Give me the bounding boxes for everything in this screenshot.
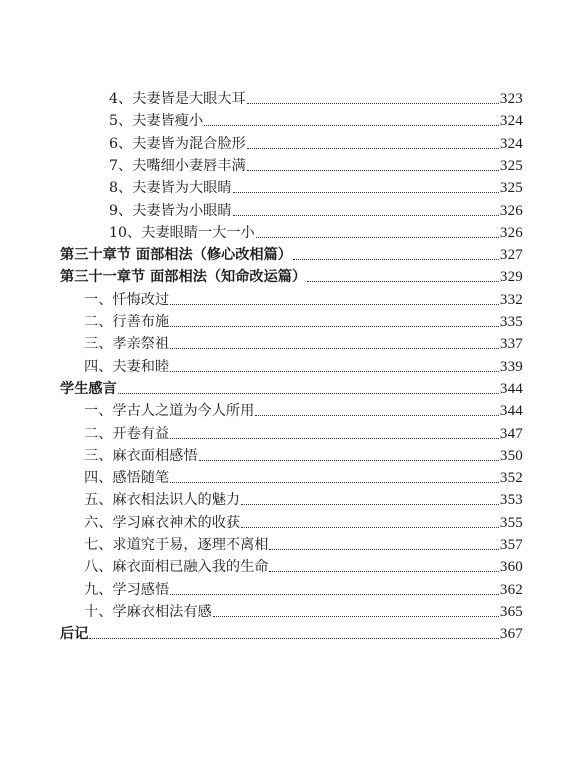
toc-entry[interactable] [84, 309, 523, 331]
toc-entry-title: 三、孝亲祭祖 [84, 336, 170, 353]
toc-entry[interactable] [109, 131, 523, 153]
toc-dot-leader [241, 527, 499, 528]
toc-entry-title: 4、夫妻皆是大眼大耳 [109, 91, 246, 107]
toc-dot-leader [204, 125, 499, 126]
toc-entry[interactable] [109, 220, 523, 242]
toc-dot-leader [170, 304, 499, 305]
toc-page-number: 357 [499, 537, 523, 553]
toc-entry-title: 六、学习麻衣神术的收获 [84, 514, 241, 531]
toc-entry-title: 一、学古人之道为今人所用 [84, 403, 255, 420]
toc-dot-leader [233, 215, 499, 216]
toc-entry-title: 四、夫妻和睦 [84, 358, 170, 375]
toc-entry-title: 5、夫妻皆瘦小 [109, 113, 204, 130]
toc-dot-leader [199, 460, 499, 461]
toc-dot-leader [89, 638, 499, 639]
toc-entry[interactable] [84, 510, 523, 532]
toc-entry[interactable] [84, 577, 523, 599]
toc-dot-leader [269, 571, 498, 572]
toc-entry-title: 9、夫妻皆为小眼睛 [109, 202, 232, 219]
toc-page-number: 347 [499, 425, 523, 442]
toc-entry-title: 五、麻衣相法识人的魅力 [84, 492, 241, 509]
toc-entry-title: 一、忏悔改过 [84, 291, 170, 308]
toc-page-number: 365 [499, 603, 523, 620]
toc-entry[interactable] [84, 599, 523, 621]
toc-entry[interactable] [109, 86, 523, 108]
toc-entry[interactable] [84, 421, 523, 443]
toc-page-number: 352 [499, 470, 523, 487]
toc-dot-leader [170, 482, 499, 483]
toc-entry[interactable] [60, 621, 523, 643]
toc-entry[interactable] [60, 242, 523, 264]
toc-entry-title: 七、求道究于易，逐理不离相 [84, 537, 269, 553]
toc-dot-leader [293, 259, 499, 260]
toc-page-number: 337 [499, 336, 523, 353]
toc-dot-leader [269, 549, 498, 550]
toc-entry-title: 九、学习感悟 [84, 581, 170, 598]
toc-entry[interactable] [84, 398, 523, 420]
toc-page-number: 335 [499, 314, 523, 330]
toc-entry-title: 6、夫妻皆为混合脸形 [109, 135, 246, 152]
toc-page-number: 344 [499, 403, 523, 420]
toc-entry-title: 后记 [60, 626, 89, 643]
toc-entry[interactable] [109, 198, 523, 220]
toc-page-number: 350 [499, 447, 523, 464]
toc-entry-title: 三、麻衣面相感悟 [84, 447, 198, 464]
toc-entry-title: 第三十一章节 面部相法（知命改运篇） [60, 269, 307, 286]
toc-page-number: 367 [499, 626, 523, 643]
toc-page-number: 353 [499, 492, 523, 509]
toc-dot-leader [170, 371, 499, 372]
toc-entry-title: 八、麻衣面相已融入我的生命 [84, 559, 269, 576]
toc-entry[interactable] [84, 287, 523, 309]
toc-dot-leader [170, 348, 499, 349]
toc-dot-leader [213, 616, 499, 617]
toc-entry-title: 10、夫妻眼睛一大一小 [109, 224, 255, 241]
toc-page-number: 325 [499, 180, 523, 197]
toc-page-number: 329 [499, 269, 523, 286]
toc-entry[interactable] [109, 175, 523, 197]
toc-page-number: 362 [499, 581, 523, 598]
toc-page-number: 323 [499, 91, 523, 107]
toc-entry-title: 十、学麻衣相法有感 [84, 603, 212, 620]
toc-entry[interactable] [84, 487, 523, 509]
toc-page-number: 360 [499, 559, 523, 576]
toc-dot-leader [247, 148, 499, 149]
toc-entry-title: 8、夫妻皆为大眼睛 [109, 180, 232, 197]
toc-page-number: 339 [499, 358, 523, 375]
toc-dot-leader [118, 393, 499, 394]
toc-page-number: 327 [499, 247, 523, 264]
toc-entry[interactable] [84, 465, 523, 487]
toc-entry-title: 四、感悟随笔 [84, 470, 170, 487]
toc-entry[interactable] [109, 108, 523, 130]
toc-entry-title: 二、开卷有益 [84, 425, 170, 442]
toc-page-number: 355 [499, 514, 523, 531]
toc-dot-leader [247, 170, 499, 171]
toc-entry[interactable] [60, 264, 523, 286]
toc-entry[interactable] [60, 376, 523, 398]
toc-dot-leader [255, 415, 499, 416]
toc-page-number: 324 [499, 135, 523, 152]
toc-dot-leader [241, 504, 499, 505]
toc-page-number: 325 [499, 157, 523, 174]
toc-dot-leader [256, 237, 499, 238]
toc-entry-title: 二、行善布施 [84, 314, 170, 330]
toc-page-number: 326 [499, 202, 523, 219]
toc-dot-leader [233, 192, 499, 193]
toc-dot-leader [170, 326, 499, 327]
toc-page-number: 324 [499, 113, 523, 130]
toc-entry[interactable] [84, 354, 523, 376]
toc-dot-leader [170, 594, 499, 595]
toc-dot-leader [307, 281, 499, 282]
toc-page-number: 326 [499, 224, 523, 241]
toc-entry-title: 7、夫嘴细小妻唇丰满 [109, 157, 246, 174]
toc-page-number: 344 [499, 380, 523, 397]
toc-entry[interactable] [84, 443, 523, 465]
toc-dot-leader [170, 438, 499, 439]
toc-entry[interactable] [109, 153, 523, 175]
toc-entry[interactable] [84, 554, 523, 576]
toc-entry[interactable] [84, 532, 523, 554]
toc-entry-title: 第三十章节 面部相法（修心改相篇） [60, 247, 292, 264]
toc-entry[interactable] [84, 331, 523, 353]
toc-entry-title: 学生感言 [60, 380, 117, 397]
toc-page-number: 332 [499, 291, 523, 308]
toc-dot-leader [247, 103, 499, 104]
